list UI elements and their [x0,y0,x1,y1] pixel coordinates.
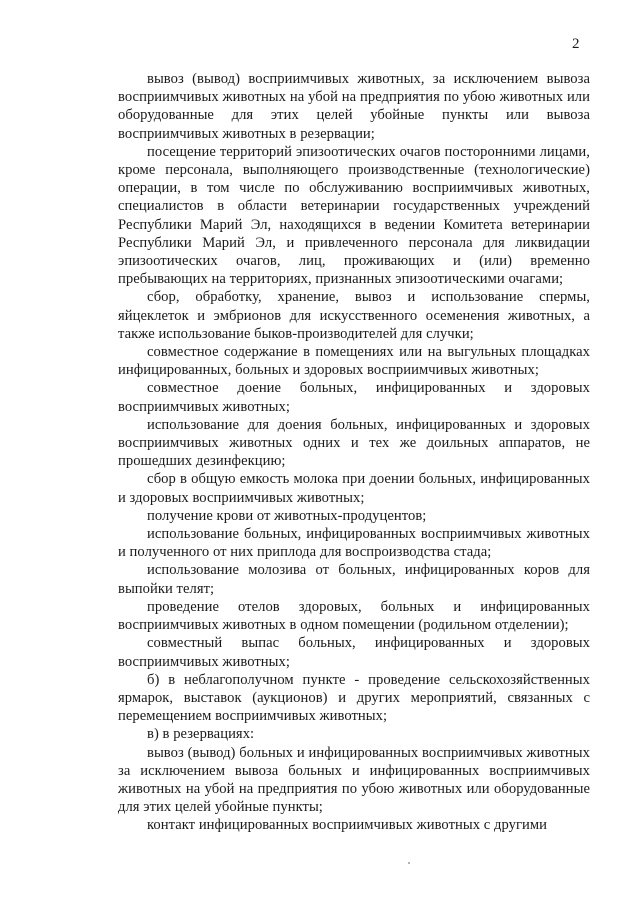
paragraph: сбор в общую емкость молока при доении больных, инфицированных и здоровых восприимчивых животных; [118,471,590,506]
paragraph: б) в неблагополучном пункте - проведение сельскохозяйственных ярмарок, выставок (аукционов) и других мероприятий, связанных с перемещением восприимчивых животных; [118,671,590,725]
paragraph: вывоз (вывод) восприимчивых животных, за исключением вывоза восприимчивых животных на убой на предприятия по убою животных или оборудованные для этих целей убойные пункты или вывоза восприимчивых животных в резервации; [118,71,590,142]
paragraph: использование для доения больных, инфицированных и здоровых восприимчивых животных одних и тех же доильных аппаратов, не прошедших дезинфекцию; [118,416,590,470]
paragraph: посещение территорий эпизоотических очагов посторонними лицами, кроме персонала, выполняющего производственные (технологические) операции, в том числе по обслуживанию восприимчивых животных, специалистов в области ветеринарии государственных учреждений Республики Марий Эл, находящихся в ведении Комитета ветеринарии Республики Марий Эл, и привлеченного персонала для ликвидации эпизоотических очагов, лиц, проживающих и (или) временно пребывающих на территориях, признанных эпизоотическими очагами; [118,143,590,288]
page-number: 2 [572,36,580,52]
paragraph: совместное доение больных, инфицированных и здоровых восприимчивых животных; [118,380,590,415]
paragraph: использование больных, инфицированных восприимчивых животных и полученного от них приплода для воспроизводства стада; [118,526,590,561]
paragraph: получение крови от животных-продуцентов; [147,507,427,524]
paragraph: в) в резервациях: [147,726,255,743]
paragraph: совместное содержание в помещениях или на выгульных площадках инфицированных, больных и здоровых восприимчивых животных; [118,344,590,379]
paragraph: проведение отелов здоровых, больных и инфицированных восприимчивых животных в одном помещении (родильном отделении); [118,598,590,634]
paragraph: контакт инфицированных восприимчивых животных с другими [147,817,548,834]
paragraph: совместный выпас больных, инфицированных и здоровых восприимчивых животных; [118,635,590,670]
paragraph: сбор, обработку, хранение, вывоз и использование спермы, яйцеклеток и эмбрионов для искусственного осеменения животных, а также использование быков-производителей для случки; [118,289,590,342]
document-body [118,70,590,835]
scan-speck [408,862,410,864]
paragraph: вывоз (вывод) больных и инфицированных восприимчивых животных за исключением вывоза больных и инфицированных восприимчивых животных на убой на предприятия по убою животных или оборудованные для этих целей убойные пункты; [118,744,590,816]
paragraph: использование молозива от больных, инфицированных коров для выпойки телят; [118,562,590,597]
